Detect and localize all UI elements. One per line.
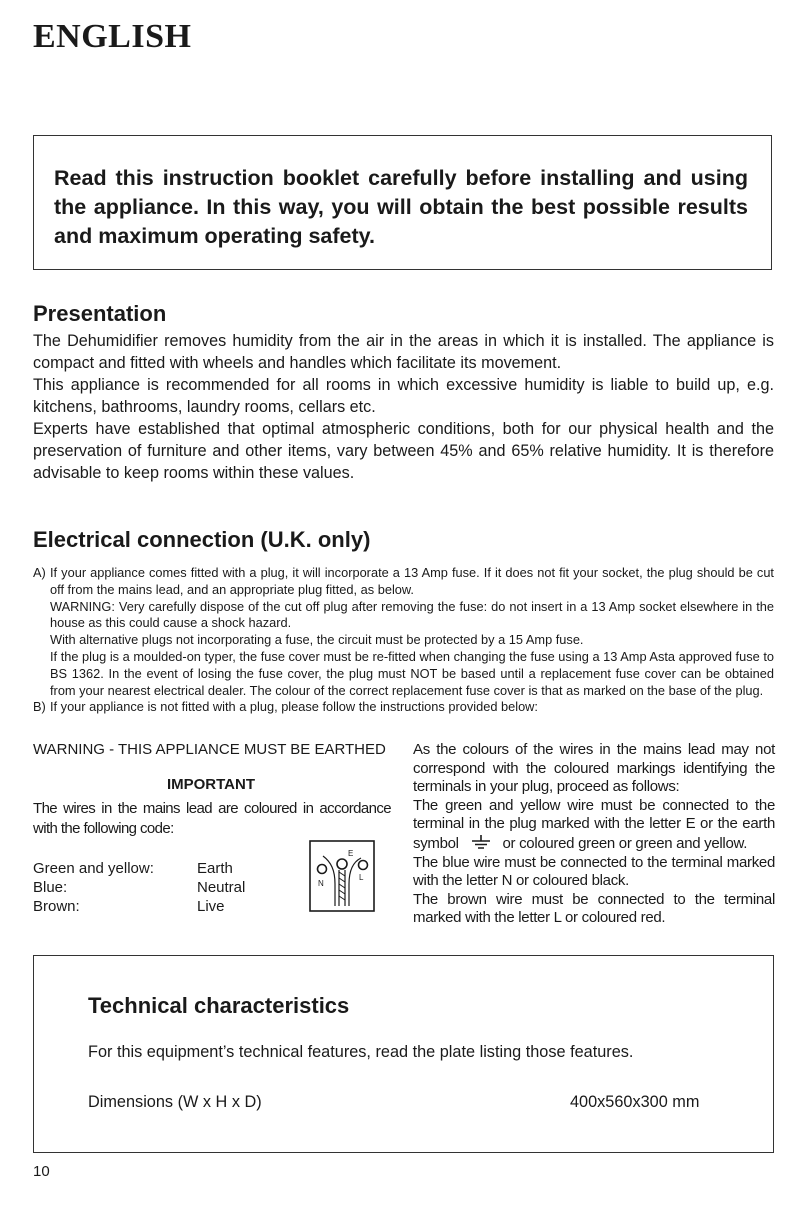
item-b-text: If your appliance is not fitted with a plug, please follow the instructions provided below: — [50, 699, 538, 715]
wiring-paragraph-earth — [413, 797, 775, 854]
important-heading: IMPORTANT — [166, 776, 256, 793]
wire-code-intro: The wires in the mains lead are coloured in accordance with the following code: — [33, 800, 391, 837]
dimensions-value: 400x560x300 mm — [570, 1093, 700, 1111]
earth-text-after: or coloured green or green and yellow. — [502, 834, 748, 852]
item-a-warning: WARNING: Very carefully dispose of the cut off plug after removing the fuse: do not insert in a 13 Amp socket elsewhere in the house as this could cause a shock hazard. — [50, 598, 774, 631]
wiring-paragraph: As the colours of the wires in the mains lead may not correspond with the coloured markings identifying the terminals in your plug, proceed as follows: — [413, 741, 775, 796]
language-heading: ENGLISH — [33, 18, 192, 55]
technical-characteristics-box — [33, 955, 774, 1153]
wire-code-row — [33, 878, 245, 897]
live-terminal — [359, 861, 368, 870]
wire-role: Live — [197, 898, 225, 915]
presentation-body — [33, 330, 774, 484]
earth-terminal — [337, 859, 347, 869]
instruction-item-b — [33, 699, 774, 716]
wiring-paragraph: The blue wire must be connected to the terminal marked with the letter N or coloured black. — [413, 853, 775, 890]
neutral-terminal — [318, 865, 327, 874]
electrical-instructions — [33, 565, 774, 716]
presentation-paragraph: This appliance is recommended for all rooms in which excessive humidity is liable to build up, e.g. kitchens, bathrooms, laundry rooms, cellars etc. — [33, 376, 774, 416]
item-a-paragraph: If the plug is a moulded-on typer, the fuse cover must be re-fitted when changing the fuse using a 13 Amp Asta approved fuse to BS 1362. In the event of losing the fuse cover, the plug must NOT be based until a replacement fuse cover can be obtained from your nearest electrical dealer. The colour of the correct replacement fuse cover is that as marked on the base of the plug. — [50, 648, 774, 698]
wiring-instructions — [413, 741, 775, 928]
presentation-paragraph: The Dehumidifier removes humidity from the air in the areas in which it is installed. The appliance is compact and fitted with wheels and handles which facilitate its movement. — [33, 332, 774, 372]
item-a-paragraph: With alternative plugs not incorporating a fuse, the circuit must be protected by a 15 Amp fuse. — [50, 632, 584, 648]
safety-notice-box — [33, 135, 772, 270]
wire-colour: Blue: — [33, 879, 68, 896]
wire-colour: Brown: — [33, 898, 80, 915]
presentation-title: Presentation — [33, 301, 167, 326]
earth-warning: WARNING - THIS APPLIANCE MUST BE EARTHED — [33, 741, 386, 758]
earth-symbol-icon — [463, 834, 499, 850]
technical-note: For this equipment’s technical features, read the plate listing those features. — [88, 1043, 634, 1061]
earth-label: E — [348, 849, 354, 858]
wire-code-list — [33, 859, 245, 916]
item-marker: B) — [33, 699, 46, 715]
technical-title: Technical characteristics — [88, 993, 350, 1018]
page-number: 10 — [33, 1163, 50, 1180]
wire-code-row — [33, 897, 245, 916]
presentation-paragraph: Experts have established that optimal atmospheric conditions, both for our physical health and the preservation of furniture and other items, vary between 45% and 65% relative humidity. It is therefore advisable to keep rooms within these values. — [33, 420, 774, 482]
neutral-label: N — [318, 879, 324, 888]
earth-text-before: The green and yellow wire must be connected to the terminal in the plug marked with the letter E or the earth symbol — [413, 796, 775, 852]
item-a-paragraph: If your appliance comes fitted with a plug, it will incorporate a 13 Amp fuse. If it does not fit your socket, the plug should be cut off from the mains lead, and an appropriate plug fitted, as below. — [50, 565, 774, 597]
wire-code-row — [33, 859, 245, 878]
instruction-item-a — [33, 565, 774, 699]
item-marker: A) — [33, 565, 46, 580]
electrical-connection-title: Electrical connection (U.K. only) — [33, 527, 371, 552]
wire-role: Earth — [197, 860, 233, 877]
wiring-paragraph: The brown wire must be connected to the terminal marked with the letter L or coloured red. — [413, 890, 775, 927]
dimensions-label: Dimensions (W x H x D) — [88, 1093, 262, 1111]
live-label: L — [359, 873, 364, 882]
wire-colour: Green and yellow: — [33, 860, 154, 877]
wire-role: Neutral — [197, 879, 246, 896]
safety-notice-text: Read this instruction booklet carefully before installing and using the appliance. In this way, you will obtain the best possible results and maximum operating safety. — [54, 166, 748, 248]
plug-wiring-diagram — [309, 840, 375, 912]
